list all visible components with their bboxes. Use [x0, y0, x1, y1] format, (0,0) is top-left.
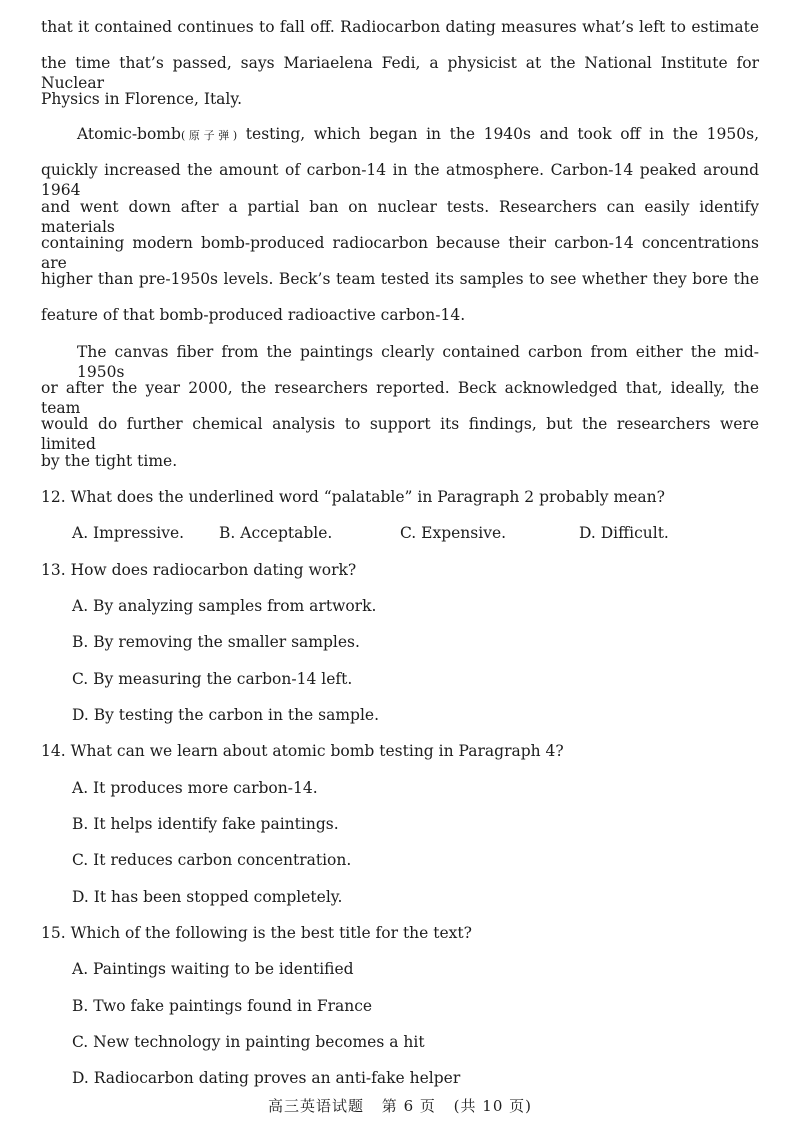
paragraph-line: quickly increased the amount of carbon-14 in the atmosphere. Carbon-14 peaked around 1964: [41, 161, 759, 199]
paragraph-text: Atomic-bomb: [77, 125, 181, 143]
paragraph-line: higher than pre-1950s levels. Beck’s team tested its samples to see whether they bore the: [41, 270, 759, 288]
question-stem: 12. What does the underlined word “palatable” in Paragraph 2 probably mean?: [41, 488, 665, 506]
option-a: A. Paintings waiting to be identified: [72, 960, 354, 978]
option-c: C. Expensive.: [400, 524, 507, 542]
question-stem: 15. Which of the following is the best title for the text?: [41, 924, 472, 942]
option-a: A. It produces more carbon-14.: [72, 779, 318, 797]
option-b: B. Two fake paintings found in France: [72, 997, 373, 1015]
footer-total-pages: (共 10 页): [453, 1097, 532, 1115]
option-b: B. Acceptable.: [219, 524, 333, 542]
option-b: B. It helps identify fake paintings.: [72, 815, 339, 833]
option-d: D. Radiocarbon dating proves an anti-fake helper: [72, 1069, 461, 1087]
paragraph-line: feature of that bomb-produced radioactive carbon-14.: [41, 306, 466, 324]
paragraph-line: that it contained continues to fall off. Radiocarbon dating measures what’s left to estimate: [41, 18, 759, 36]
page-footer: [0, 1096, 800, 1116]
paragraph-line: The canvas fiber from the paintings clearly contained carbon from either the mid-1950s: [77, 343, 759, 381]
question-options: [72, 523, 692, 543]
option-d: D. Difficult.: [579, 524, 669, 542]
paragraph-line: Physics in Florence, Italy.: [41, 90, 243, 108]
option-b: B. By removing the smaller samples.: [72, 633, 360, 651]
option-c: C. New technology in painting becomes a hit: [72, 1033, 425, 1051]
paragraph-line: containing modern bomb-produced radiocarbon because their carbon-14 concentrations are: [41, 234, 759, 272]
option-d: D. By testing the carbon in the sample.: [72, 706, 380, 724]
question-stem: 14. What can we learn about atomic bomb testing in Paragraph 4?: [41, 742, 564, 760]
option-a: A. By analyzing samples from artwork.: [72, 597, 377, 615]
option-c: C. It reduces carbon concentration.: [72, 851, 352, 869]
paragraph-line: by the tight time.: [41, 452, 178, 470]
paragraph-line: would do further chemical analysis to support its findings, but the researchers were limited: [41, 415, 759, 453]
footer-subject: 高三英语试题: [268, 1097, 365, 1115]
paragraph-line: the time that’s passed, says Mariaelena Fedi, a physicist at the National Institute for Nuclear: [41, 54, 759, 92]
option-d: D. It has been stopped completely.: [72, 888, 343, 906]
paragraph-line: [77, 124, 759, 144]
paragraph-line: and went down after a partial ban on nuclear tests. Researchers can easily identify materials: [41, 198, 759, 236]
option-c: C. By measuring the carbon-14 left.: [72, 670, 353, 688]
paragraph-line: or after the year 2000, the researchers reported. Beck acknowledged that, ideally, the team: [41, 379, 759, 417]
question-stem: 13. How does radiocarbon dating work?: [41, 561, 357, 579]
option-a: A. Impressive.: [72, 524, 185, 542]
footer-page-number: 第 6 页: [381, 1097, 436, 1115]
paragraph-text: testing, which began in the 1940s and took off in the 1950s,: [237, 125, 759, 143]
chinese-gloss: (原子弹): [180, 129, 238, 142]
